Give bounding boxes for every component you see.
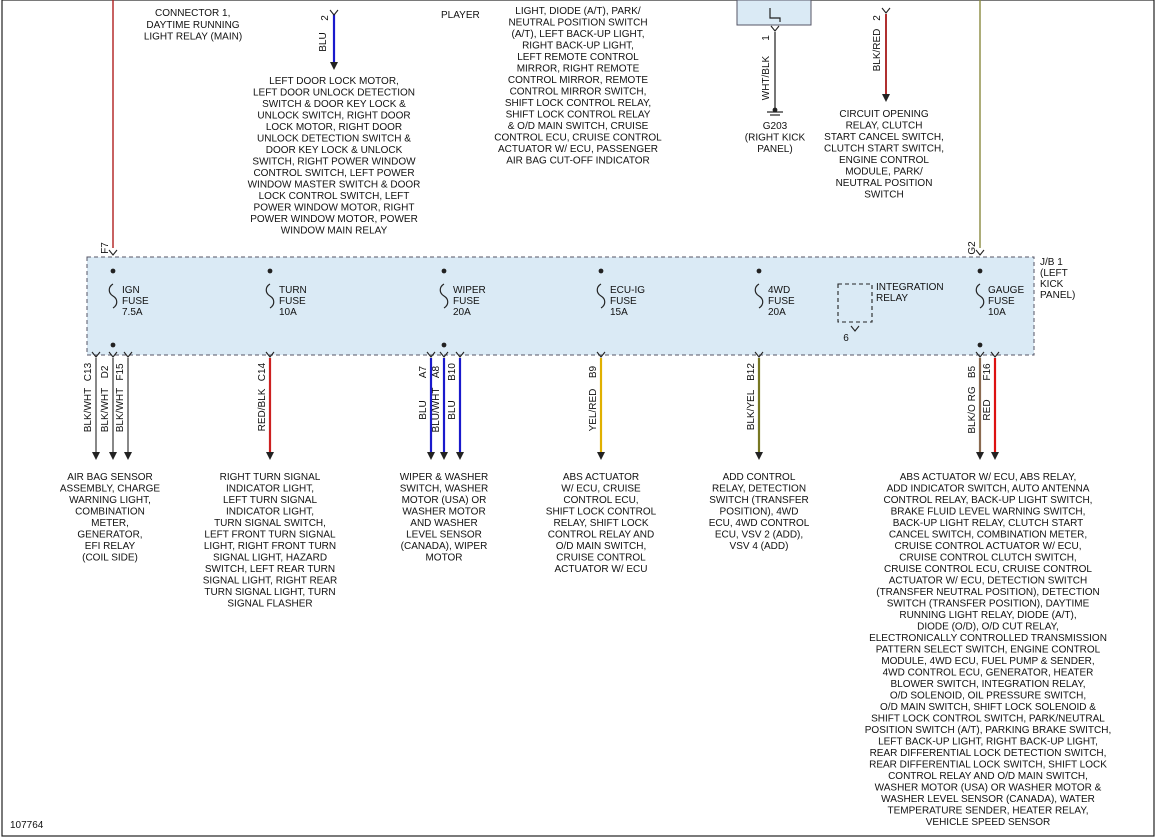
arrow-down-icon (755, 452, 763, 460)
ground-label-line: G203 (762, 121, 788, 132)
pin-label: B12 (746, 363, 757, 381)
fuse-label-ecu-ig: 15A (610, 307, 628, 318)
destination-3-line: CONTROL ECU, (563, 495, 639, 506)
pin-label: F15 (115, 363, 126, 381)
destination-5-line: CONTROL RELAY AND O/D MAIN SWITCH, (888, 771, 1088, 782)
destination-2-line: WIPER & WASHER (399, 472, 489, 483)
junction-dot (978, 343, 983, 348)
junction-dot (599, 269, 604, 274)
circuit-dest-line: START CANCEL SWITCH, (824, 132, 944, 143)
middle-dest-line: AIR BAG CUT-OFF INDICATOR (506, 155, 650, 167)
middle-dest-line: ACTUATOR W/ ECU, PASSENGER (497, 144, 659, 155)
destination-5-line: 4WD CONTROL ECU, GENERATOR, HEATER (882, 667, 1094, 679)
destination-5-line: PATTERN SELECT SWITCH, ENGINE CONTROL (875, 644, 1101, 656)
destination-3-line: CONTROL RELAY AND (547, 529, 655, 541)
pin-label: A8 (431, 365, 442, 379)
door-dest-line: CONTROL SWITCH, LEFT POWER (253, 168, 415, 179)
pin-label: C14 (257, 362, 268, 382)
door-dest-line: POWER WINDOW MOTOR, POWER (250, 214, 418, 225)
arrow-down-icon (597, 452, 605, 460)
destination-5-line: DIODE (O/D), O/D CUT RELAY, (917, 621, 1059, 633)
destination-3-line: ABS ACTUATOR (562, 472, 640, 483)
circuit-dest-line: MODULE, PARK/ (845, 166, 923, 178)
wire-color-label: BLK/WHT (83, 387, 94, 433)
fuse-label-gauge: GAUGE (988, 285, 1025, 296)
relay-pin: 6 (843, 333, 849, 344)
destination-4-line: ADD CONTROL (722, 472, 796, 483)
fuse-label-gauge: FUSE (988, 296, 1015, 307)
destination-5-line: SWITCH (TRANSFER POSITION), DAYTIME (886, 598, 1090, 610)
wire-color-label: RED (982, 399, 993, 421)
pin-label: 2 (320, 15, 331, 21)
junction-block-jb1 (87, 257, 1034, 355)
labels-layer (10, 6, 1111, 831)
destination-0-line: EFI RELAY (84, 541, 136, 552)
middle-dest-line: CONTROL ECU, CRUISE CONTROL (494, 132, 662, 144)
figure-id: 107764 (10, 820, 44, 831)
destination-1-line: LEFT TURN SIGNAL (222, 495, 318, 506)
destination-0-line: COMBINATION (75, 506, 145, 518)
destination-1-line: LEFT FRONT TURN SIGNAL (204, 529, 336, 541)
relay-label: INTEGRATION (876, 282, 944, 293)
junction-dot (978, 269, 983, 274)
destination-5-line: CANCEL SWITCH, COMBINATION METER, (888, 529, 1088, 541)
middle-dest-line: NEUTRAL POSITION SWITCH (508, 17, 648, 29)
circuit-dest-line: NEUTRAL POSITION (835, 178, 933, 189)
door-dest-line: LOCK MOTOR, RIGHT DOOR (265, 122, 403, 133)
destination-5-line: ELECTRONICALLY CONTROLLED TRANSMISSION (869, 633, 1107, 644)
connector-icon (882, 8, 890, 13)
arrow-down-icon (124, 452, 132, 460)
pin-g2: G2 (967, 241, 978, 255)
fuse-label-ign: 7.5A (122, 307, 143, 318)
destination-1-line: TURN SIGNAL LIGHT, TURN (204, 587, 336, 598)
circuit-dest-line: ENGINE CONTROL (838, 155, 930, 166)
door-dest-line: WINDOW MASTER SWITCH & DOOR (247, 179, 421, 191)
destination-2-line: LEVEL SENSOR (406, 529, 482, 541)
destination-3-line: ACTUATOR W/ ECU (554, 564, 648, 575)
door-dest-line: LEFT DOOR UNLOCK DETECTION (252, 87, 416, 99)
destination-0-line: WARNING LIGHT, (69, 495, 151, 506)
destination-1-line: SIGNAL LIGHT, HAZARD (212, 552, 328, 564)
destination-5-line: WASHER MOTOR (USA) OR WASHER MOTOR & (874, 782, 1102, 794)
jb-label: J/B 1 (1040, 257, 1063, 268)
destination-1-line: INDICATOR LIGHT, (226, 483, 314, 495)
pin-label: F16 (982, 363, 993, 381)
middle-dest-line: LIGHT, DIODE (A/T), PARK/ (515, 6, 641, 17)
fuse-label-turn: TURN (279, 285, 307, 296)
player-label: PLAYER (441, 10, 480, 21)
connector-icon (771, 26, 779, 31)
wire-color-label: BLU (447, 400, 458, 420)
fuse-label-turn: 10A (279, 307, 297, 318)
junction-dot (268, 269, 273, 274)
middle-dest-line: CONTROL MIRROR, REMOTE (507, 75, 649, 86)
pin-f7: F7 (100, 242, 111, 254)
destination-0-line: GENERATOR, (77, 529, 143, 541)
junction-dot (757, 269, 762, 274)
fuse-label-ign: IGN (122, 285, 140, 296)
fuse-label-turn: FUSE (279, 296, 306, 307)
ground-label-line: (RIGHT KICK (744, 132, 806, 144)
destination-5-line: MODULE, 4WD ECU, FUEL PUMP & SENDER, (881, 656, 1095, 667)
wire-color-label: BLU (318, 32, 329, 52)
destination-1-line: LIGHT, RIGHT FRONT TURN (203, 541, 337, 552)
arrow-down-icon (92, 452, 100, 460)
door-dest-line: UNLOCK SWITCH, RIGHT DOOR (257, 110, 411, 122)
jb-label: (LEFT (1040, 268, 1068, 279)
wire-color-label: BLK/WHT (100, 387, 111, 433)
fuse-label-ign: FUSE (122, 296, 149, 307)
pin-label: 2 (872, 15, 883, 21)
destination-2-line: SWITCH, WASHER (399, 483, 489, 495)
destination-5-line: LEFT BACK-UP LIGHT, RIGHT BACK-UP LIGHT, (878, 736, 1098, 748)
fuse-label-gauge: 10A (988, 307, 1006, 318)
destination-2-line: AND WASHER (410, 518, 478, 529)
junction-dot (442, 269, 447, 274)
destination-5-line: CONTROL RELAY, BACK-UP LIGHT SWITCH, (883, 495, 1093, 506)
junction-dot (773, 108, 778, 113)
destination-1-line: SIGNAL FLASHER (227, 598, 313, 610)
middle-dest-line: SHIFT LOCK CONTROL RELAY, (504, 98, 652, 109)
destination-2-line: WASHER MOTOR (402, 506, 486, 518)
fuse-label-wiper: 20A (453, 307, 471, 318)
fuse-label-4wd: FUSE (768, 296, 795, 307)
wire-color-label: BLK/RED (872, 28, 883, 72)
circuit-dest-line: SWITCH (864, 189, 904, 201)
relay-label: RELAY (876, 293, 909, 304)
arrow-down-icon (109, 452, 117, 460)
destination-3-line: CRUISE CONTROL (556, 552, 646, 564)
wire-color-label: BLU/WHT (431, 387, 442, 433)
wire-color-label: BLK/YEL (746, 389, 757, 431)
connector-label-line: DAYTIME RUNNING (146, 20, 240, 31)
door-dest-line: LOCK CONTROL SWITCH, LEFT (258, 191, 410, 202)
jb-label: PANEL) (1040, 290, 1076, 301)
fuse-label-wiper: WIPER (453, 285, 486, 296)
destination-5-line: RUNNING LIGHT RELAY, DIODE (A/T), (899, 610, 1077, 621)
destination-3-line: O/D MAIN SWITCH, (555, 541, 647, 552)
arrow-down-icon (882, 94, 890, 102)
destination-5-line: WASHER LEVEL SENSOR (CANADA), WATER (881, 794, 1095, 805)
destination-5-line: ADD INDICATOR SWITCH, AUTO ANTENNA (886, 483, 1090, 495)
destination-5-line: CRUISE CONTROL CLUTCH SWITCH, (899, 552, 1077, 564)
wire-color-label: BLK/WHT (115, 387, 126, 433)
door-dest-line: SWITCH & DOOR KEY LOCK & (262, 99, 406, 110)
middle-dest-line: CONTROL MIRROR SWITCH, (509, 86, 647, 98)
pin-label: B9 (588, 365, 599, 379)
door-dest-line: POWER WINDOW MOTOR, RIGHT (253, 202, 415, 214)
destination-2-line: MOTOR (USA) OR (401, 495, 487, 506)
door-dest-line: DOOR KEY LOCK & UNLOCK (265, 145, 403, 156)
fuse-label-4wd: 4WD (768, 285, 791, 296)
circuit-dest-line: RELAY, CLUTCH (845, 120, 923, 132)
destination-1-line: SIGNAL LIGHT, RIGHT REAR (202, 575, 338, 587)
destination-5-line: REAR DIFFERENTIAL LOCK SWITCH, SHIFT LOCK (869, 759, 1107, 771)
destination-5-line: BRAKE FLUID LEVEL WARNING SWITCH, (890, 506, 1086, 518)
destination-4-line: RELAY, DETECTION (711, 483, 807, 495)
destination-5-line: BLOWER SWITCH, INTEGRATION RELAY, (890, 679, 1086, 690)
destination-0-line: ASSEMBLY, CHARGE (59, 483, 161, 495)
wire-color-label: YEL/RED (588, 388, 599, 432)
middle-dest-line: RIGHT BACK-UP LIGHT, (522, 40, 634, 52)
destination-5-line: SHIFT LOCK CONTROL SWITCH, PARK/NEUTRAL (871, 713, 1105, 725)
destination-4-line: SWITCH (TRANSFER (709, 495, 809, 506)
junction-dot (442, 343, 447, 348)
pin-label: D2 (100, 365, 111, 379)
jb-label: KICK (1040, 279, 1064, 290)
destination-4-line: ECU, 4WD CONTROL (708, 518, 810, 529)
destination-3-line: W/ ECU, CRUISE (561, 483, 641, 495)
door-dest-line: UNLOCK DETECTION SWITCH & (257, 133, 411, 145)
destination-1-line: SWITCH, LEFT REAR TURN (204, 564, 336, 575)
destination-1-line: TURN SIGNAL SWITCH, (214, 518, 326, 529)
destination-3-line: SHIFT LOCK CONTROL (545, 506, 657, 518)
connector-label: CONNECTOR 1, (155, 8, 231, 19)
circuit-dest-line: CLUTCH START SWITCH, (823, 143, 945, 155)
arrow-down-icon (427, 452, 435, 460)
arrow-down-icon (440, 452, 448, 460)
arrow-down-icon (991, 452, 999, 460)
destination-5-line: ACTUATOR W/ ECU, DETECTION SWITCH (888, 575, 1088, 587)
arrow-down-icon (456, 452, 464, 460)
destination-3-line: RELAY, SHIFT LOCK (553, 518, 649, 529)
destination-5-line: ABS ACTUATOR W/ ECU, ABS RELAY, (899, 472, 1077, 483)
destination-5-line: POSITION SWITCH (A/T), PARKING BRAKE SWITCH, (864, 725, 1112, 736)
middle-dest-line: & O/D MAIN SWITCH, CRUISE (507, 121, 649, 132)
wire-color-label: BLU (418, 400, 429, 420)
destination-5-line: TEMPERATURE SENDER, HEATER RELAY, (887, 805, 1089, 817)
arrow-down-icon (330, 62, 338, 70)
destination-1-line: RIGHT TURN SIGNAL (219, 472, 321, 483)
wire-color-label: RED/BLK (257, 388, 268, 432)
middle-dest-line: LEFT REMOTE CONTROL (517, 52, 639, 63)
destination-5-line: O/D SOLENOID, OIL PRESSURE SWITCH, (889, 690, 1087, 702)
fuse-label-4wd: 20A (768, 307, 786, 318)
destination-5-line: CRUISE CONTROL ACTUATOR W/ ECU, (894, 541, 1082, 552)
connector-label-line: LIGHT RELAY (MAIN) (143, 31, 243, 43)
pin-label: 1 (761, 35, 772, 41)
destination-5-line: O/D MAIN SWITCH, SHIFT LOCK SOLENOID & (880, 702, 1096, 713)
destination-0-line: AIR BAG SENSOR (67, 472, 153, 483)
destination-0-line: METER, (91, 518, 129, 529)
connector-icon (330, 10, 338, 15)
door-dest-line: LEFT DOOR LOCK MOTOR, (269, 76, 399, 87)
destination-4-line: VSV 4 (ADD) (729, 541, 789, 552)
circuit-dest-line: CIRCUIT OPENING (839, 109, 929, 120)
middle-dest-line: SHIFT LOCK CONTROL RELAY (505, 109, 651, 121)
middle-dest-line: MIRROR, RIGHT REMOTE (516, 63, 640, 75)
destination-5-line: CRUISE CONTROL ECU, CRUISE CONTROL (884, 564, 1092, 575)
destination-0-line: (COIL SIDE) (82, 552, 138, 564)
destination-5-line: BACK-UP LIGHT RELAY, CLUTCH START (892, 518, 1084, 529)
fuse-label-wiper: FUSE (453, 296, 480, 307)
junction-dot (111, 343, 116, 348)
arrow-down-icon (266, 452, 274, 460)
fuse-label-ecu-ig: FUSE (610, 296, 637, 307)
ground-component-box (737, 0, 811, 25)
destination-5-line: (TRANSFER NEUTRAL POSITION), DETECTION (876, 587, 1100, 598)
destination-4-line: ECU, VSV 2 (ADD), (714, 529, 804, 541)
pin-label: A7 (418, 365, 429, 379)
destination-1-line: INDICATOR LIGHT, (226, 506, 314, 518)
junction-dot (111, 269, 116, 274)
middle-dest-line: (A/T), LEFT BACK-UP LIGHT, (511, 29, 645, 40)
arrow-down-icon (976, 452, 984, 460)
wire-color-label: BLK/O RG (967, 386, 978, 434)
destination-2-line: MOTOR (425, 552, 463, 564)
destination-5-line: VEHICLE SPEED SENSOR (925, 817, 1051, 828)
ground-label-line: PANEL) (757, 144, 793, 155)
destination-5-line: REAR DIFFERENTIAL LOCK DETECTION SWITCH, (869, 748, 1107, 759)
destination-4-line: POSITION), 4WD (719, 506, 799, 518)
pin-label: B10 (447, 363, 458, 381)
destination-2-line: (CANADA), WIPER (400, 541, 488, 552)
pin-label: B5 (967, 365, 978, 379)
wire-color-label: WHT/BLK (761, 55, 772, 101)
door-dest-line: WINDOW MAIN RELAY (280, 225, 388, 237)
pin-label: C13 (83, 362, 94, 382)
door-dest-line: SWITCH, RIGHT POWER WINDOW (252, 156, 416, 168)
fuse-label-ecu-ig: ECU-IG (610, 285, 645, 296)
